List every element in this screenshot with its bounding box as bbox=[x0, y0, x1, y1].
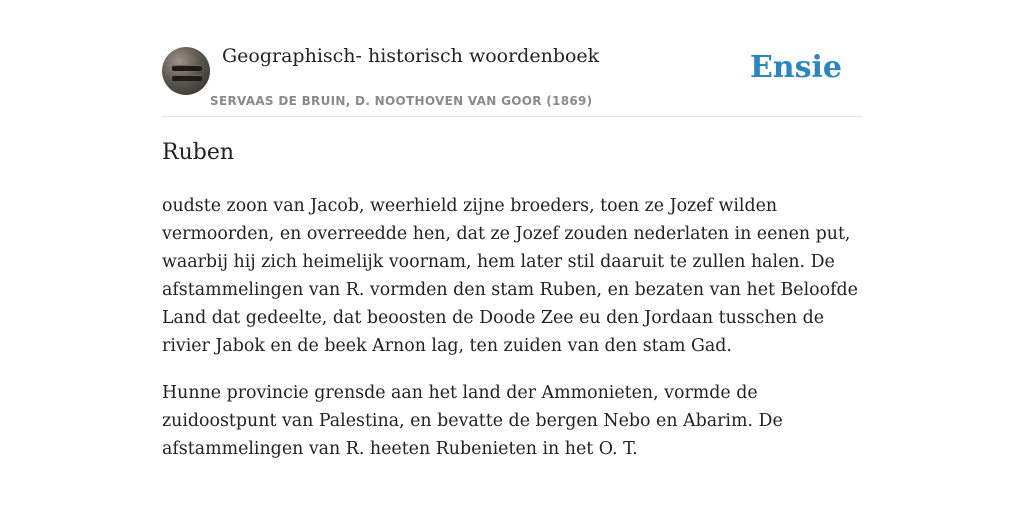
entry-paragraph: oudste zoon van Jacob, weerhield zijne broeders, toen ze Jozef wilden vermoorden, en overreedde hen, dat ze Jozef zouden nederlaten in eenen put, waarbij hij zich heimelijk voornam, hem later stil daaruit te zullen halen. De afstammelingen van R. vormden den stam Ruben, en bezaten van het Beloofde Land dat gedeelte, dat beoosten de Doode Zee eu den Jordaan tusschen de rivier Jabok en de beek Arnon lag, ten zuiden van den stam Gad. bbox=[162, 196, 858, 356]
brand-logo-link[interactable]: Ensie bbox=[749, 50, 842, 85]
entry-title: Ruben bbox=[162, 140, 235, 165]
book-header bbox=[162, 0, 862, 117]
book-cover-avatar[interactable] bbox=[162, 47, 210, 95]
book-title-link[interactable]: Geographisch- historisch woordenboek bbox=[222, 45, 600, 67]
book-authors-meta: SERVAAS DE BRUIN, D. NOOTHOVEN VAN GOOR (1869) bbox=[210, 94, 593, 108]
entry-body bbox=[162, 192, 868, 482]
book-spine-icon bbox=[172, 75, 202, 81]
entry-paragraph: Hunne provincie grensde aan het land der Ammonieten, vormde de zuidoostpunt van Palestina, en bevatte de bergen Nebo en Abarim. De afstammelingen van R. heeten Rubenieten in het O. T. bbox=[162, 383, 783, 459]
book-spine-icon bbox=[172, 65, 202, 71]
